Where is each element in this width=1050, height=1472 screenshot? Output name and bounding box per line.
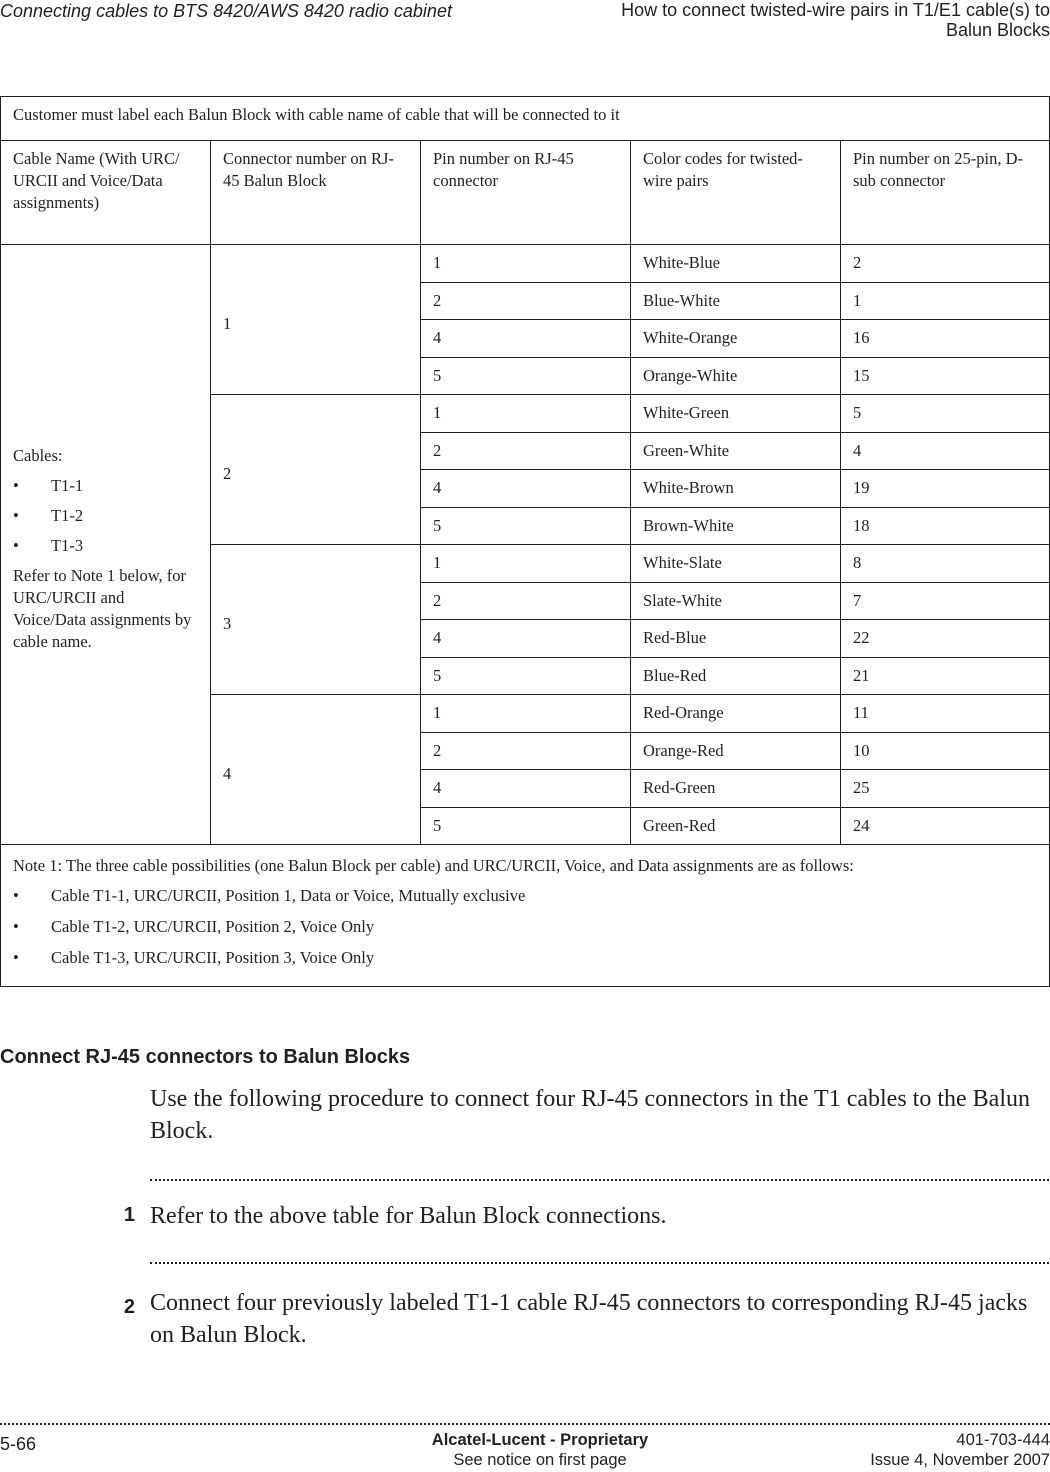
- note-item-text: Cable T1-3, URC/URCII, Position 3, Voice Only: [51, 948, 375, 967]
- intro-paragraph: Use the following procedure to connect four RJ-45 connectors in the T1 cables to the Balun Block.: [150, 1086, 1030, 1144]
- note-text: Note 1: The three cable possibilities (one Balun Block per cable) and URC/URCII, Voice, and Data assignments are as follows:: [13, 856, 854, 875]
- notice-text: See notice on first page: [453, 1451, 627, 1469]
- step-divider: [150, 1179, 1049, 1181]
- bullet: •: [13, 917, 19, 936]
- color-code-cell: Green-Red: [631, 807, 841, 845]
- bullet: •: [13, 948, 19, 967]
- issue-date: Issue 4, November 2007: [870, 1451, 1050, 1469]
- color-code-cell: White-Brown: [631, 470, 841, 508]
- color-code-cell: Orange-Red: [631, 732, 841, 770]
- note-list-item: [13, 885, 1037, 907]
- dsub-pin-cell: 4: [841, 432, 1050, 470]
- table-header-row: [1, 141, 1050, 245]
- rj45-pin-cell: 5: [421, 357, 631, 395]
- rj45-pin-cell: 2: [421, 282, 631, 320]
- balun-block-table: [0, 96, 1050, 987]
- running-header-right: [621, 0, 1050, 40]
- dsub-pin-cell: 21: [841, 657, 1050, 695]
- dsub-pin-cell: 22: [841, 620, 1050, 658]
- running-header-right-line2: Balun Blocks: [945, 20, 1050, 40]
- document-number: 401-703-444: [956, 1431, 1050, 1449]
- dsub-pin-cell: 25: [841, 770, 1050, 808]
- step-divider: [150, 1262, 1049, 1264]
- column-header-dsub-pin: Pin number on 25-pin, D-sub connector: [841, 141, 1050, 245]
- connector-number-cell: 4: [211, 695, 421, 845]
- cable-name: T1-3: [51, 535, 84, 555]
- cables-note: Refer to Note 1 below, for URC/URCII and Voice/Data assignments by cable name.: [13, 565, 192, 651]
- footer-divider: [0, 1423, 1050, 1425]
- column-header-connector-number: Connector number on RJ-45 Balun Block: [211, 141, 421, 245]
- bullet: •: [13, 505, 19, 525]
- rj45-pin-cell: 1: [421, 395, 631, 433]
- color-code-cell: Blue-Red: [631, 657, 841, 695]
- footer-right: [870, 1430, 1050, 1470]
- cable-list-item: [13, 475, 198, 497]
- note-list-item: [13, 916, 1037, 938]
- cable-list-item: [13, 535, 198, 557]
- cable-name: T1-2: [51, 505, 84, 525]
- step-text-1: Refer to the above table for Balun Block connections.: [150, 1203, 667, 1229]
- connector-number-cell: 1: [211, 245, 421, 395]
- note-item-text: Cable T1-1, URC/URCII, Position 1, Data or Voice, Mutually exclusive: [51, 886, 526, 905]
- color-code-cell: Orange-White: [631, 357, 841, 395]
- step-text-2: Connect four previously labeled T1-1 cable RJ-45 connectors to corresponding RJ-45 jacks on Balun Block.: [150, 1290, 1028, 1348]
- dsub-pin-cell: 2: [841, 245, 1050, 283]
- cables-title: Cables:: [13, 445, 63, 465]
- color-code-cell: Brown-White: [631, 507, 841, 545]
- dsub-pin-cell: 19: [841, 470, 1050, 508]
- dsub-pin-cell: 8: [841, 545, 1050, 583]
- cable-list-item: [13, 505, 198, 527]
- column-header-cable-name: Cable Name (With URC/ URCII and Voice/Data assignments): [1, 141, 211, 245]
- note-list-item: [13, 947, 1037, 969]
- color-code-cell: Red-Orange: [631, 695, 841, 733]
- table-caption: Customer must label each Balun Block with cable name of cable that will be connected to it: [1, 97, 1050, 141]
- rj45-pin-cell: 4: [421, 320, 631, 358]
- rj45-pin-cell: 5: [421, 807, 631, 845]
- step-number-1: 1: [123, 1204, 135, 1226]
- rj45-pin-cell: 4: [421, 470, 631, 508]
- column-header-color-codes: Color codes for twisted-wire pairs: [631, 141, 841, 245]
- table-row: [1, 245, 1050, 283]
- rj45-pin-cell: 1: [421, 245, 631, 283]
- rj45-pin-cell: 1: [421, 695, 631, 733]
- color-code-cell: Red-Green: [631, 770, 841, 808]
- dsub-pin-cell: 10: [841, 732, 1050, 770]
- color-code-cell: Green-White: [631, 432, 841, 470]
- proprietary-label: Alcatel-Lucent - Proprietary: [431, 1431, 649, 1449]
- rj45-pin-cell: 5: [421, 657, 631, 695]
- running-header-right-line1: How to connect twisted-wire pairs in T1/E1 cable(s) to: [621, 0, 1050, 20]
- cable-name: T1-1: [51, 475, 84, 495]
- bullet: •: [13, 886, 19, 905]
- running-header-left: Connecting cables to BTS 8420/AWS 8420 radio cabinet: [0, 1, 452, 21]
- dsub-pin-cell: 24: [841, 807, 1050, 845]
- color-code-cell: White-Orange: [631, 320, 841, 358]
- rj45-pin-cell: 4: [421, 620, 631, 658]
- dsub-pin-cell: 1: [841, 282, 1050, 320]
- rj45-pin-cell: 2: [421, 432, 631, 470]
- dsub-pin-cell: 11: [841, 695, 1050, 733]
- dsub-pin-cell: 7: [841, 582, 1050, 620]
- footer-center: [390, 1430, 690, 1470]
- note-item-text: Cable T1-2, URC/URCII, Position 2, Voice Only: [51, 917, 375, 936]
- color-code-cell: White-Blue: [631, 245, 841, 283]
- dsub-pin-cell: 5: [841, 395, 1050, 433]
- dsub-pin-cell: 18: [841, 507, 1050, 545]
- rj45-pin-cell: 2: [421, 582, 631, 620]
- color-code-cell: Red-Blue: [631, 620, 841, 658]
- connector-number-cell: 3: [211, 545, 421, 695]
- section-heading: Connect RJ-45 connectors to Balun Blocks: [0, 1046, 411, 1068]
- bullet: •: [13, 475, 19, 495]
- rj45-pin-cell: 2: [421, 732, 631, 770]
- connector-number-cell: 2: [211, 395, 421, 545]
- note-cell: [1, 845, 1050, 987]
- step-number-2: 2: [123, 1296, 135, 1318]
- color-code-cell: White-Slate: [631, 545, 841, 583]
- color-code-cell: Slate-White: [631, 582, 841, 620]
- rj45-pin-cell: 1: [421, 545, 631, 583]
- page-number: 5-66: [0, 1434, 37, 1454]
- dsub-pin-cell: 16: [841, 320, 1050, 358]
- cable-names-cell: [1, 245, 211, 845]
- color-code-cell: White-Green: [631, 395, 841, 433]
- rj45-pin-cell: 4: [421, 770, 631, 808]
- dsub-pin-cell: 15: [841, 357, 1050, 395]
- color-code-cell: Blue-White: [631, 282, 841, 320]
- note-row: [1, 845, 1050, 987]
- column-header-rj45-pin: Pin number on RJ-45 connector: [421, 141, 631, 245]
- rj45-pin-cell: 5: [421, 507, 631, 545]
- bullet: •: [13, 535, 19, 555]
